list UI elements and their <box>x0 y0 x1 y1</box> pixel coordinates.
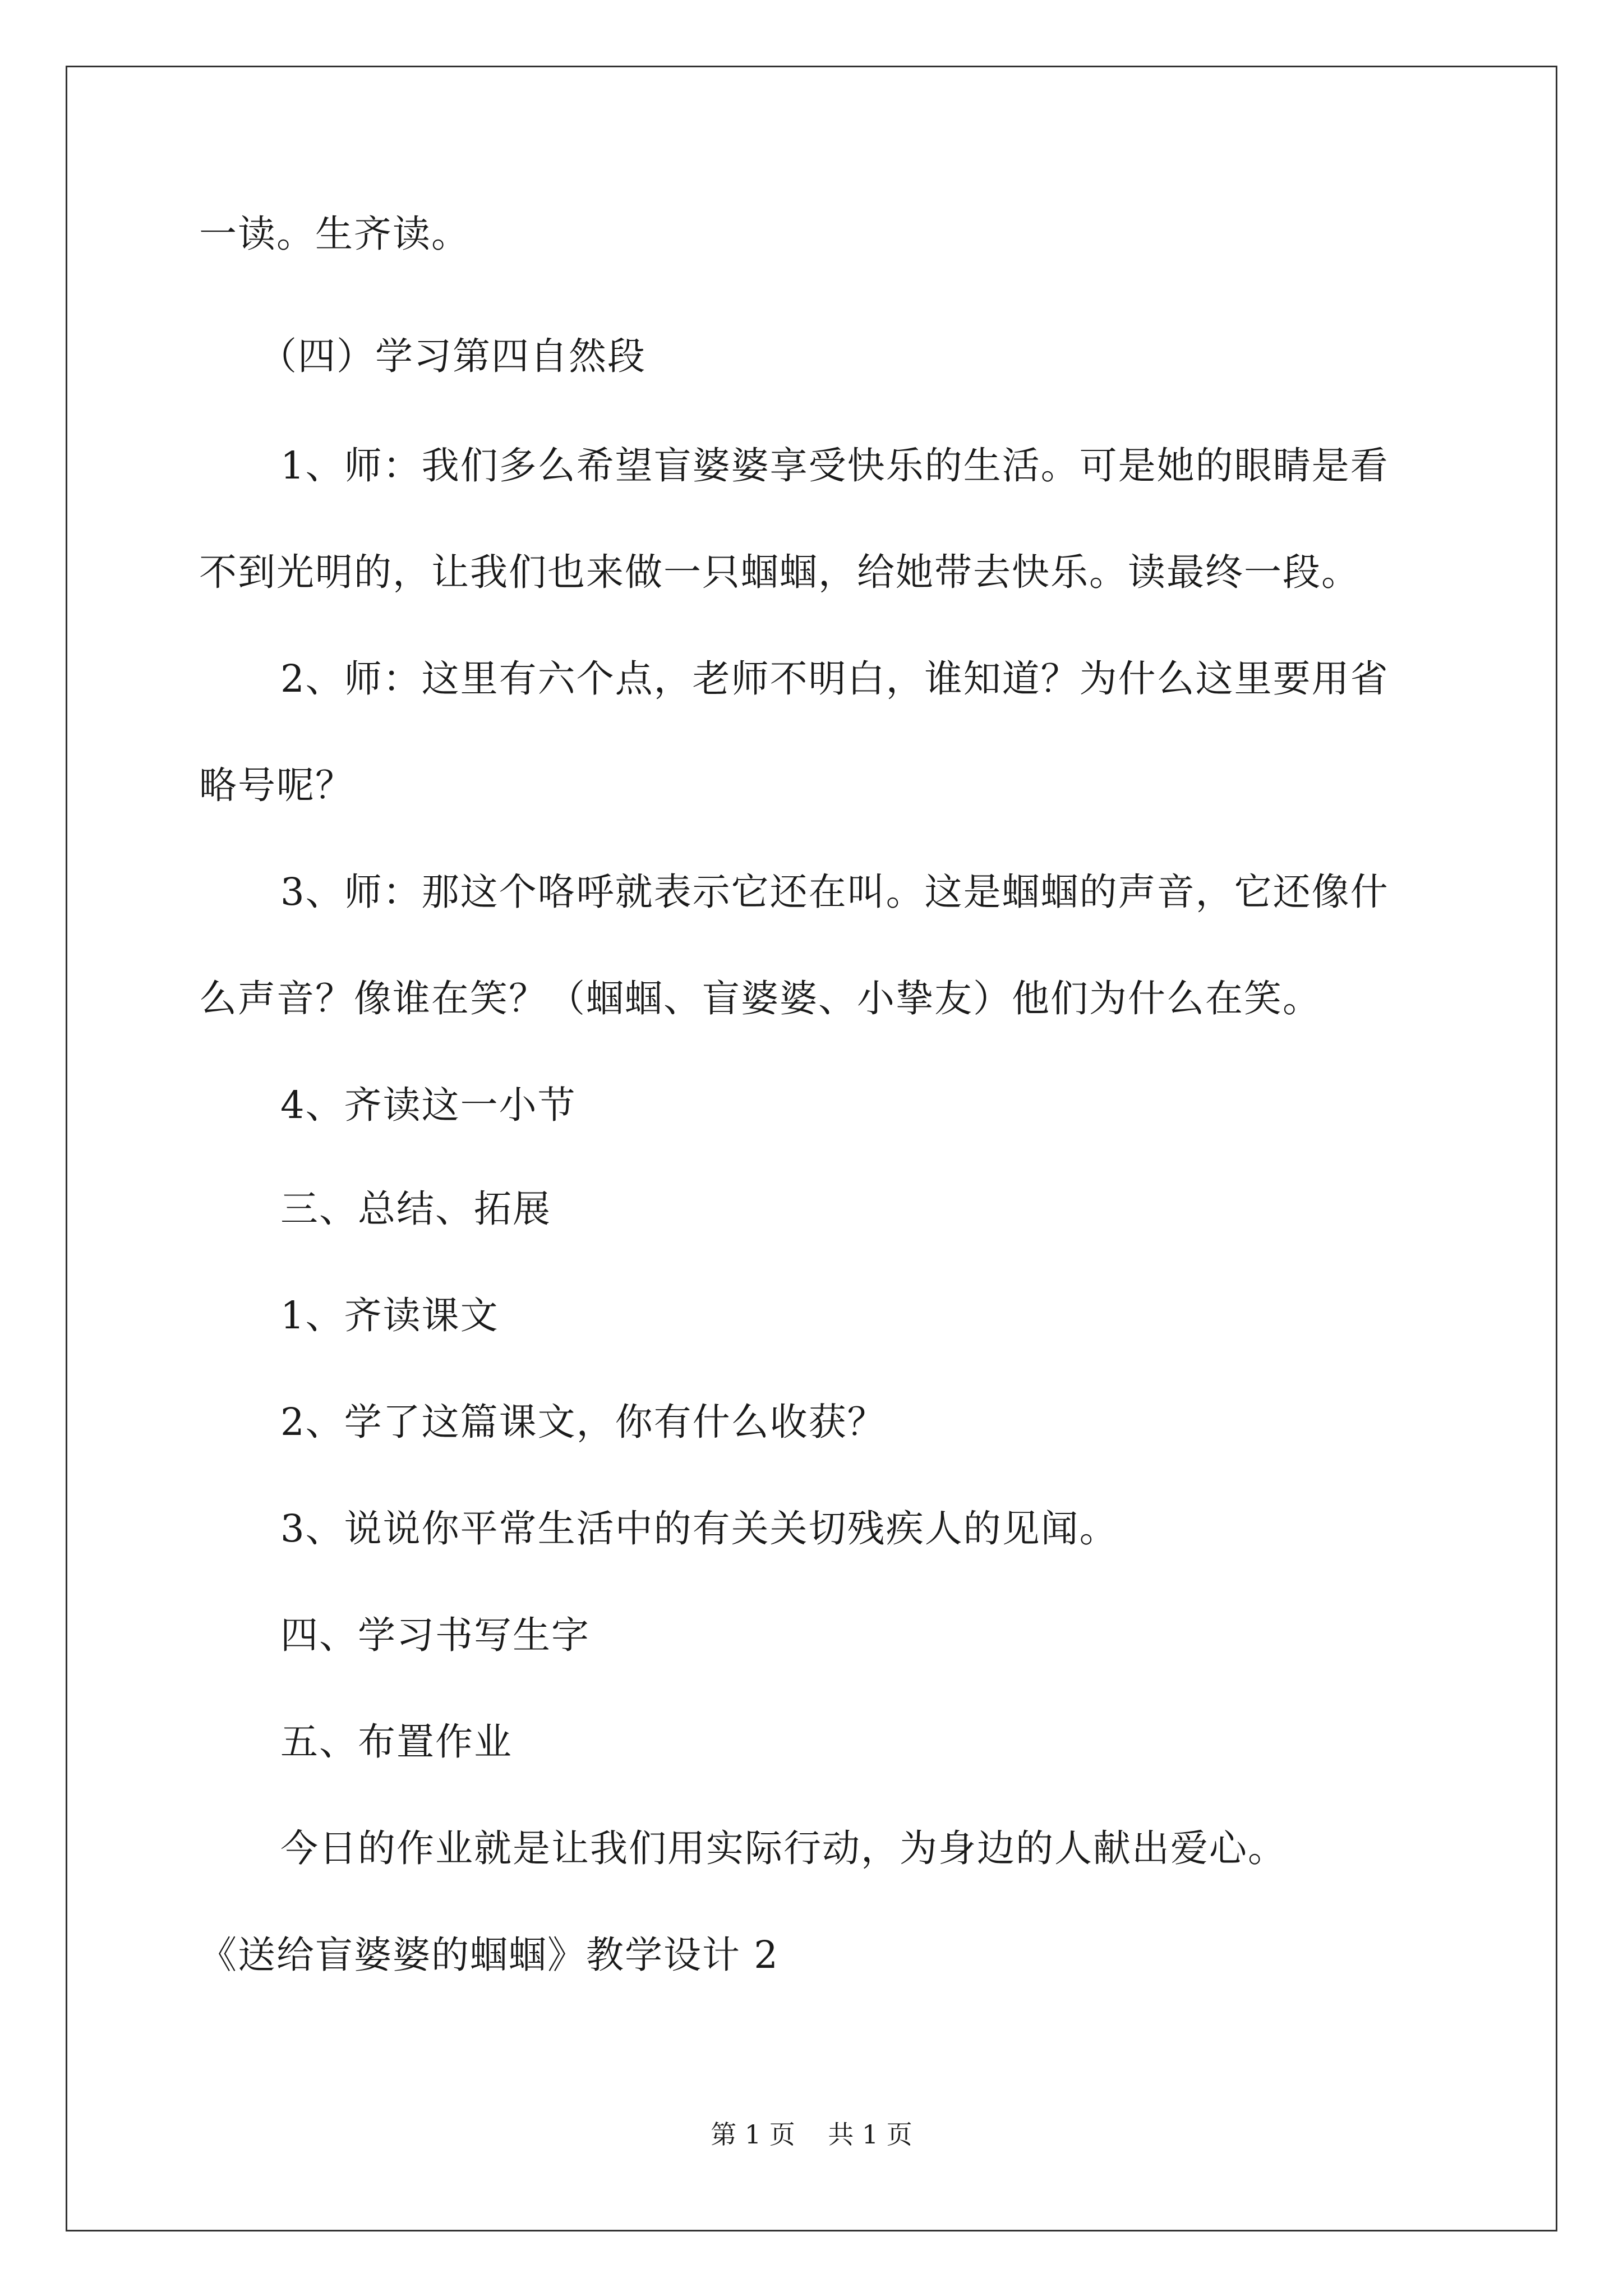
text-line: 略号呢？ <box>199 763 354 807</box>
text-line: 1、师：我们多么希望盲婆婆享受快乐的生活。可是她的眼睛是看 <box>280 444 1389 487</box>
section-heading: （四）学习第四自然段 <box>259 334 646 378</box>
section-heading: 五、布置作业 <box>280 1720 513 1764</box>
text-line: 不到光明的，让我们也来做一只蝈蝈，给她带去快乐。读最终一段。 <box>199 550 1360 594</box>
text-line: 今日的作业就是让我们用实际行动，为身边的人献出爱心。 <box>280 1826 1287 1870</box>
section-heading: 三、总结、拓展 <box>280 1187 551 1231</box>
text-line: 1、齐读课文 <box>280 1294 499 1337</box>
text-line: 一读。生齐读。 <box>199 212 470 256</box>
text-line: 3、师：那这个咯呼就表示它还在叫。这是蝈蝈的声音，它还像什 <box>280 870 1389 914</box>
text-line: 3、说说你平常生活中的有关关切残疾人的见闻。 <box>280 1507 1118 1550</box>
page-border <box>66 66 1557 2231</box>
text-line: 2、师：这里有六个点，老师不明白，谁知道？为什么这里要用省 <box>280 657 1389 701</box>
document-title: 《送给盲婆婆的蝈蝈》教学设计 2 <box>199 1933 779 1977</box>
text-line: 2、学了这篇课文，你有什么收获？ <box>280 1400 886 1444</box>
page-number: 第 1 页 共 1 页 <box>711 2119 912 2150</box>
text-line: 4、齐读这一小节 <box>280 1083 577 1127</box>
text-line: 么声音？像谁在笑？（蝈蝈、盲婆婆、小挚友）他们为什么在笑。 <box>199 977 1321 1020</box>
section-heading: 四、学习书写生字 <box>280 1613 590 1657</box>
